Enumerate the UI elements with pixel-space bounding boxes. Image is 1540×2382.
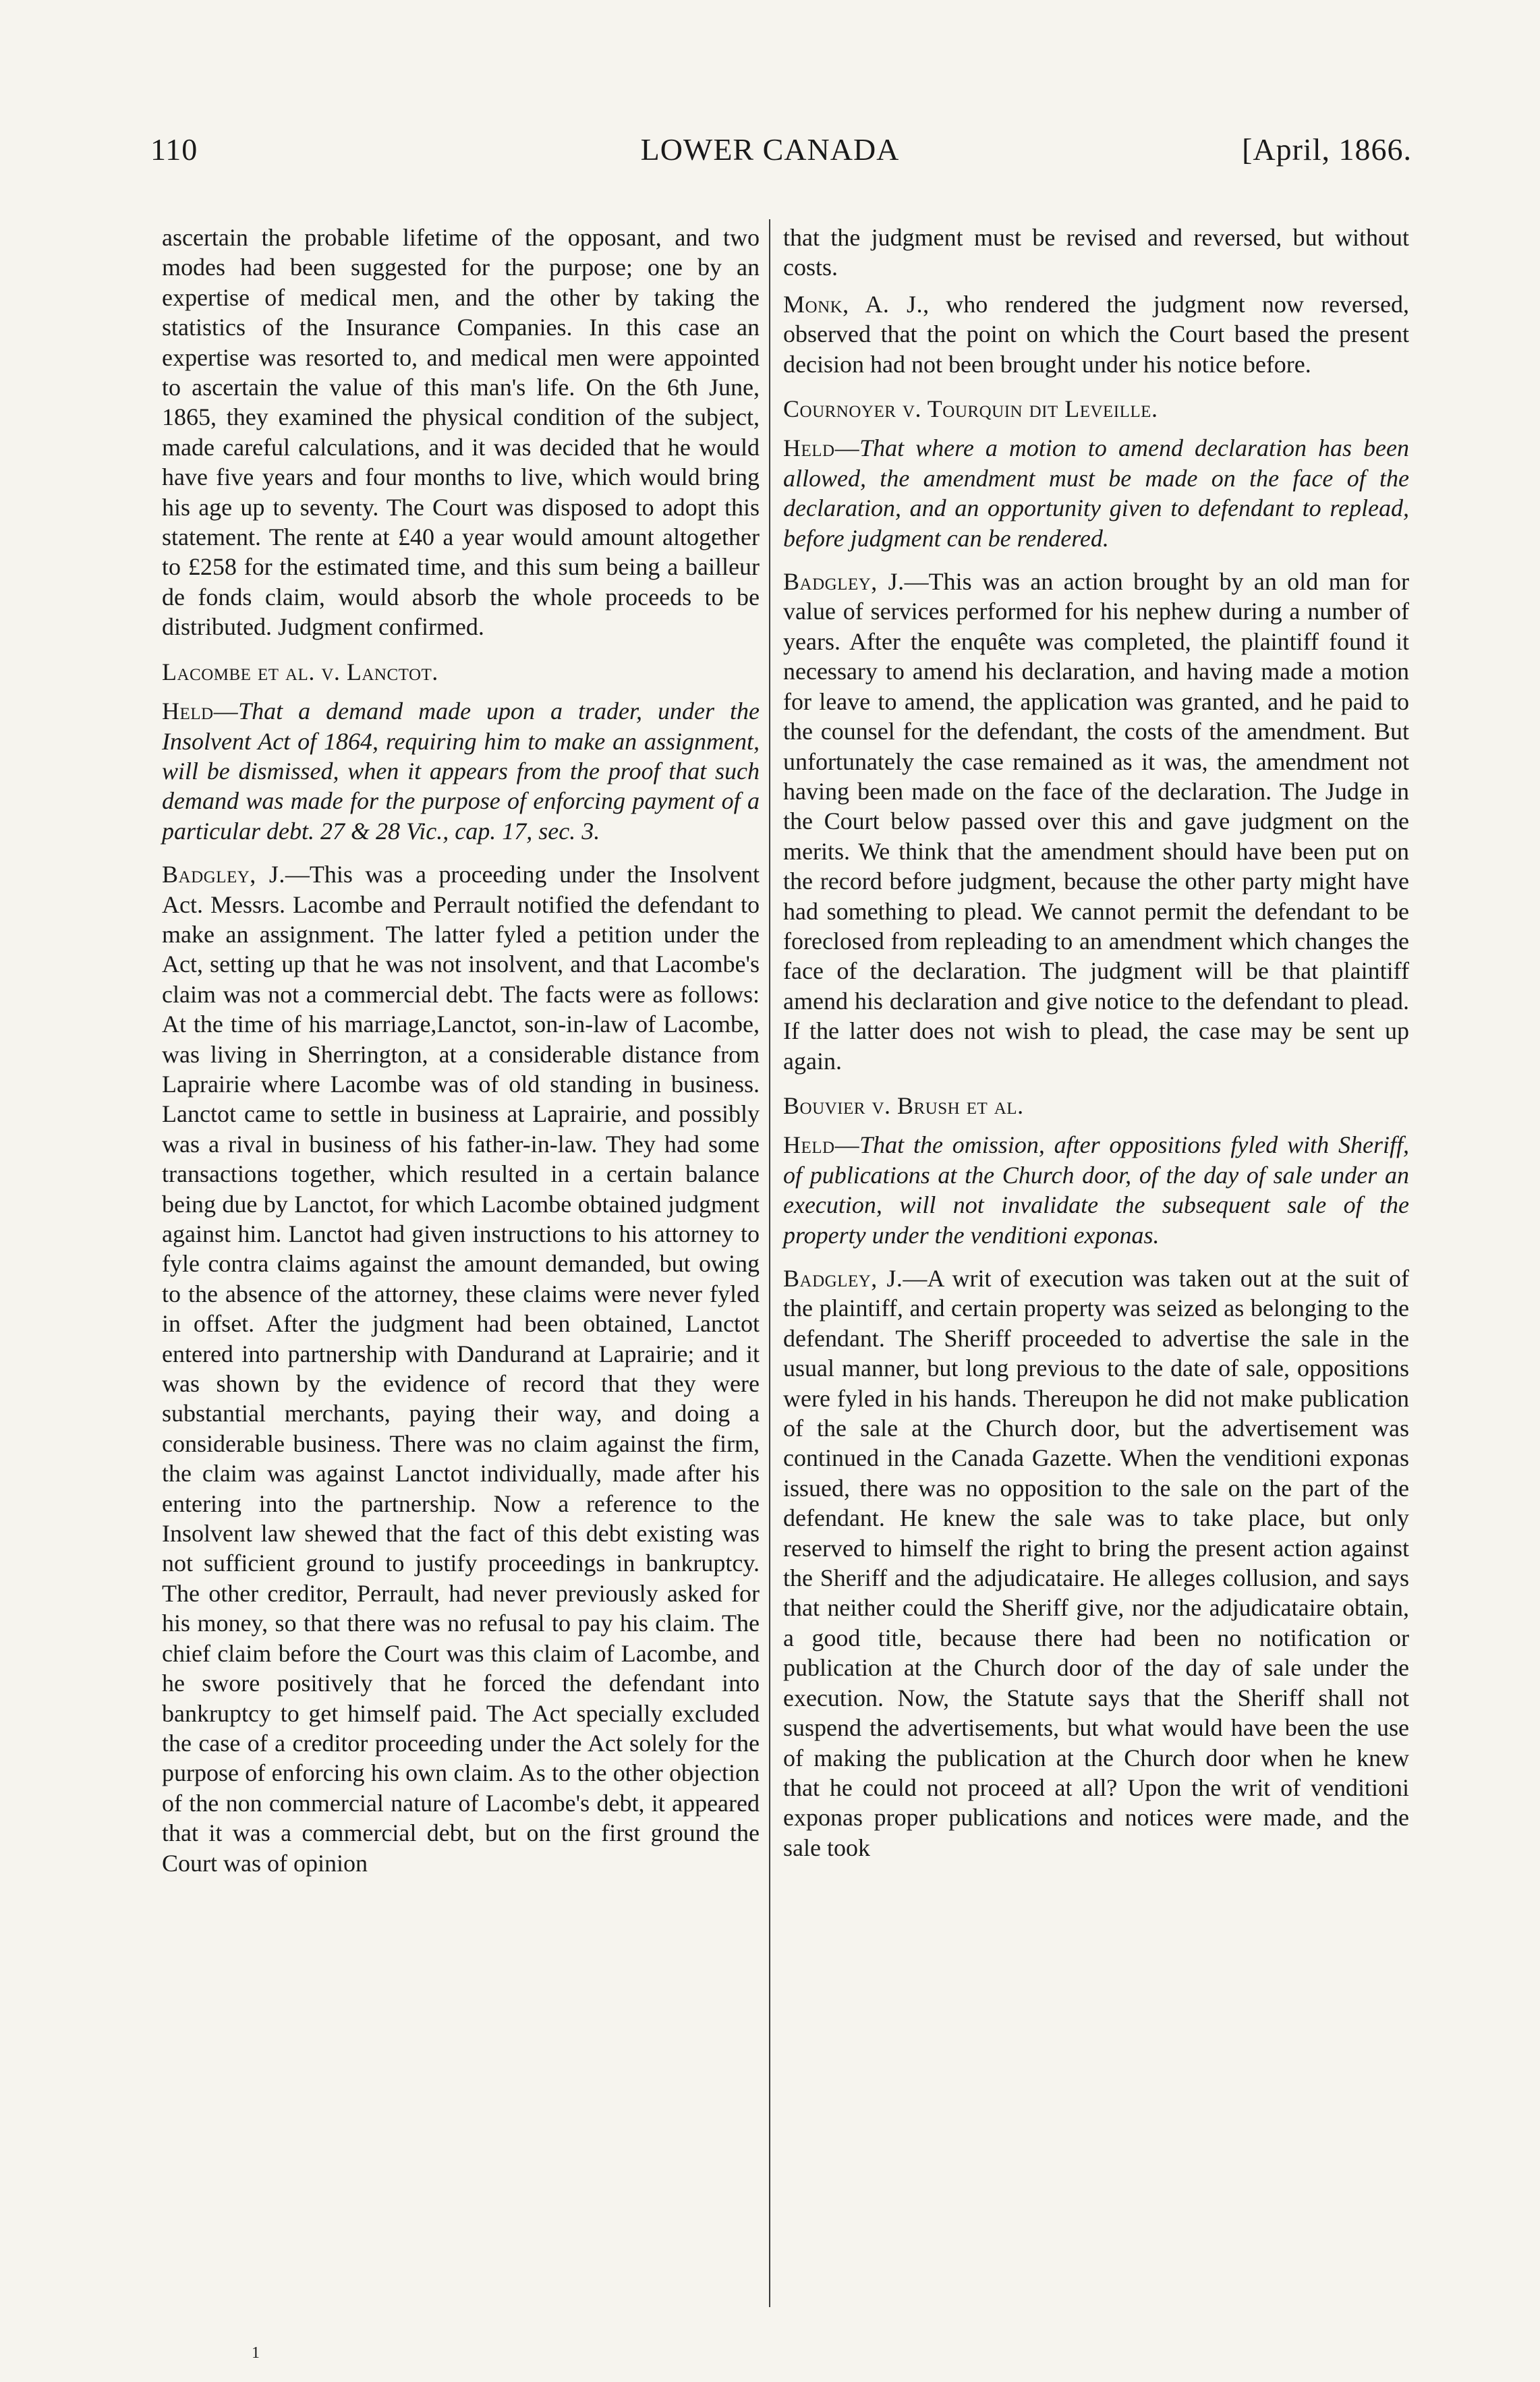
judge-label-3: Badgley, J. [783,1265,903,1292]
issue-date: [April, 1866. [1242,132,1412,167]
held-label-3: Held— [783,1131,860,1159]
continuation-paragraph: that the judgment must be revised and reversed, but without costs. [783,224,1409,281]
judgment-text-2: —This was an action brought by an old man for value of services performed for his nephew during a number of years. After the enquête was completed, the plaintiff found it necessary to amend his declaration, and having made a motion for leave to amend, the application was granted, and he paid to the counsel for the defendant, the costs of the amendment. But unfortunately the case remained as it was, the amendment not having been made on the face of the declaration. The Judge in the Court below passed over this and gave judgment on the merits. We think that the amendment should have been put on the record before judgment, because the other party might have had something to plead. We cannot permit the defendant to be foreclosed from repleading to an amendment which changes the face of the declaration. The judgment will be that plaintiff amend his declaration and give notice to the defendant to plead. If the latter does not wish to plead, the case may be sent up again. [783,568,1410,1075]
monk-label: Monk, A. J. [783,290,923,318]
page-header [0,132,1540,179]
held-summary-2 [783,433,1409,553]
column-divider [769,219,770,2307]
held-summary [162,696,760,846]
judge-label: Badgley, J. [162,861,285,888]
judgment-paragraph [162,859,760,1878]
opening-paragraph: ascertain the probable lifetime of the opposant, and two modes had been suggested for the purpose; one by an expertise of medical men, and the other by taking the statistics of the Insurance Companies. In this case an expertise was resorted to, and medical men were appointed to ascertain the value of this man's life. On the 6th June, 1865, they examined the physical condition of the subject, made careful calculations, and it was decided that he would have five years and four months to live, which would bring his age up to seventy. The Court was disposed to adopt this statement. The rente at £40 a year would amount altogether to £258 for the estimated time, and this sum being a bailleur de fonds claim, would absorb the whole proceeds to be distributed. Judgment confirmed. [162,224,760,641]
judgment-text: —This was a proceeding under the Insolvent Act. Messrs. Lacombe and Perrault notified the defendant to make an assignment. The latter fyled a petition under the Act, setting up that he was not insolvent, and that Lacombe's claim was not a commercial debt. The facts were as follows: At the time of his marriage,Lanctot, son-in-law of Lacombe, was living in Sherrington, at a considerable distance from Laprairie where Lacombe was of old standing in business. Lanctot came to settle in business at Laprairie, and possibly was a rival in business of his father-in-law. They had some transactions together, which resulted in a certain balance being due by Lanctot, for which Lacombe obtained judgment against him. Lanctot had given instructions to his attorney to fyle contra claims against the amount demanded, but owing to the absence of the attorney, these claims were never fyled in offset. After the judgment had been obtained, Lanctot entered into partnership with Dandurand at Laprairie; and it was shown by the evidence of record that they were substantial merchants, paying their way, and doing a considerable business. There was no claim against the firm, the claim was against Lanctot individually, made after his entering into the partnership. Now a reference to the Insolvent law shewed that the fact of this debt existing was not sufficient ground to justify proceedings in bankruptcy. The other creditor, Perrault, had never previously asked for his money, so that there was no refusal to pay his claim. The chief claim before the Court was this claim of Lacombe, and he swore positively that he forced the defendant into bankruptcy to get himself paid. The Act specially excluded the case of a creditor proceeding under the Act solely for the purpose of enforcing his own claim. As to the other objection of the non commercial nature of Lacombe's debt, it appeared that it was a commercial debt, but on the first ground the Court was of opinion [162,861,760,1877]
held-label: Held— [162,698,239,725]
held-text-2: That where a motion to amend declaration has been allowed, the amendment must be made on the face of the declaration, and an opportunity given to defendant to replead, before judgment can be rendered. [783,434,1409,552]
judgment-paragraph-2 [783,567,1409,1076]
case-title-3: Bouvier v. Brush et al. [783,1091,1024,1119]
held-label-2: Held— [783,434,860,462]
monk-remark [783,289,1409,379]
held-text: That a demand made upon a trader, under the Insolvent Act of 1864, requiring him to make an assignment, will be dismissed, when it appears from the proof that such demand was made for the purpose of enforcing payment of a particular debt. 27 & 28 Vic., cap. 17, sec. 3. [162,698,760,845]
running-title: LOWER CANADA [640,132,900,167]
monk-text: , who rendered the judgment now reversed, observed that the point on which the Court based the present decision had not been brought under his notice before. [783,290,1409,378]
judge-label-2: Badgley, J. [783,568,905,596]
judgment-text-3: —A writ of execution was taken out at the suit of the plaintiff, and certain property was seized as belonging to the defendant. The Sheriff proceeded to advertise the sale in the usual manner, but long previous to the date of sale, oppositions were fyled in his hands. Thereupon he did not make publication of the sale at the Church door, but the advertisement was continued in the Canada Gazette. When the venditioni exponas issued, there was no opposition to the sale on the part of the defendant. He knew the sale was to take place, but only reserved to himself the right to bring the present action against the Sheriff and the adjudicataire. He alleges collusion, and says that neither could the Sheriff give, nor the adjudicataire obtain, a good title, because there had been no notification or publication at the Church door of the day of sale under the execution. Now, the Statute says that the Sheriff shall not suspend the advertisements, but what would have been the use of making the publication at the Church door when he knew that he could not proceed at all? Upon the writ of venditioni exponas proper publications and notices were made, and the sale took [783,1265,1410,1861]
case-title: Lacombe et al. v. Lanctot. [162,658,438,685]
footer-mark: 1 [252,2344,260,2362]
case-title-2: Cournoyer v. Tourquin dit Leveille. [783,395,1158,423]
right-column [783,223,1409,2300]
held-text-3: That the omission, after oppositions fyled with Sheriff, of publications at the Church door, of the day of sale under an execution, will not invalidate the subsequent sale of the property under the venditioni exponas. [783,1131,1409,1249]
left-column [162,223,760,2300]
judgment-paragraph-3 [783,1264,1409,1863]
page-number: 110 [150,132,198,167]
held-summary-3 [783,1130,1409,1250]
